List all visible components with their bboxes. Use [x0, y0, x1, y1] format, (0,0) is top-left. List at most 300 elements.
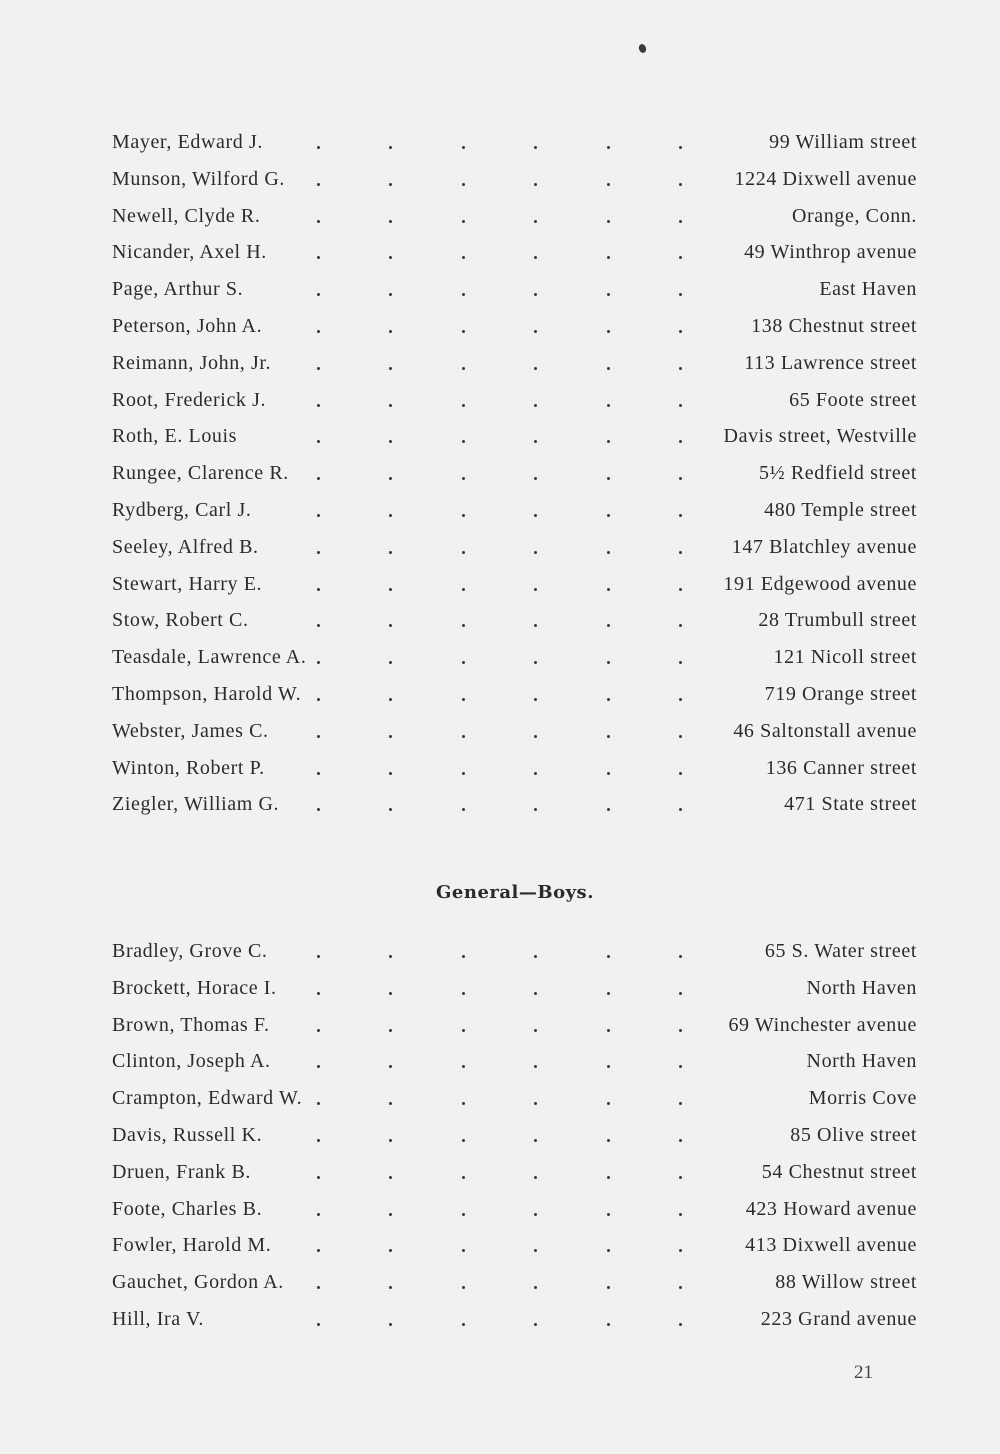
leader-dot: [389, 955, 392, 958]
student-name: Roth, E. Louis: [112, 425, 238, 448]
student-address: 88 Willow street: [775, 1271, 917, 1294]
leader-dot: [389, 293, 392, 296]
student-name: Clinton, Joseph A.: [112, 1050, 271, 1073]
leader-dot: [534, 256, 537, 259]
leader-dot: [462, 404, 465, 407]
directory-entry: [112, 786, 917, 823]
leader-dot: [607, 735, 610, 738]
leader-dot: [317, 1323, 320, 1326]
leader-dot: [389, 514, 392, 517]
student-name: Mayer, Edward J.: [112, 131, 263, 153]
dot-leader: [317, 455, 697, 492]
dot-leader: [317, 308, 697, 345]
student-address: North Haven: [806, 976, 917, 999]
leader-dot: [462, 551, 465, 554]
leader-dot: [317, 146, 320, 149]
leader-dot: [462, 1139, 465, 1142]
student-name: Thompson, Harold W.: [112, 682, 302, 705]
leader-dot: [317, 735, 320, 738]
leader-dot: [317, 1213, 320, 1216]
leader-dot: [389, 1029, 392, 1032]
leader-dot: [389, 1286, 392, 1289]
leader-dot: [534, 992, 537, 995]
leader-dot: [607, 772, 610, 775]
dot-leader: [317, 124, 697, 161]
leader-dot: [389, 1102, 392, 1105]
leader-dot: [534, 735, 537, 738]
student-name: Munson, Wilford G.: [112, 167, 285, 190]
leader-dot: [607, 330, 610, 333]
leader-dot: [679, 1102, 682, 1105]
directory-entry: [112, 124, 917, 161]
leader-dot: [389, 772, 392, 775]
leader-dot: [317, 477, 320, 480]
leader-dot: [534, 1286, 537, 1289]
leader-dot: [462, 477, 465, 480]
leader-dot: [389, 551, 392, 554]
student-address: Morris Cove: [808, 1087, 917, 1110]
leader-dot: [389, 183, 392, 186]
leader-dot: [534, 698, 537, 701]
leader-dot: [679, 772, 682, 775]
leader-dot: [534, 1102, 537, 1105]
leader-dot: [607, 404, 610, 407]
leader-dot: [607, 808, 610, 811]
leader-dot: [317, 1029, 320, 1032]
leader-dot: [317, 698, 320, 701]
student-address: 121 Nicoll street: [773, 646, 917, 669]
dot-leader: [317, 234, 697, 271]
leader-dot: [389, 661, 392, 664]
leader-dot: [317, 367, 320, 370]
directory-entry: [112, 566, 917, 603]
page-number: 21: [854, 1362, 873, 1383]
student-address: 46 Saltonstall avenue: [733, 719, 917, 742]
directory-entry: [112, 198, 917, 235]
student-address: 719 Orange street: [764, 682, 917, 705]
directory-entry: [112, 1227, 917, 1264]
leader-dot: [607, 183, 610, 186]
student-address: 136 Canner street: [765, 756, 917, 779]
leader-dot: [679, 367, 682, 370]
dot-leader: [317, 271, 697, 308]
student-name: Nicander, Axel H.: [112, 241, 267, 264]
dot-leader: [317, 345, 697, 382]
ink-smudge: [638, 43, 648, 54]
dot-leader: [317, 676, 697, 713]
student-name: Brockett, Horace I.: [112, 976, 277, 999]
leader-dot: [607, 1065, 610, 1068]
directory-entry: [112, 271, 917, 308]
leader-dot: [389, 698, 392, 701]
leader-dot: [534, 183, 537, 186]
leader-dot: [534, 404, 537, 407]
directory-entry: [112, 1301, 917, 1338]
directory-entry: [112, 308, 917, 345]
student-address: Davis street, Westville: [723, 425, 917, 448]
student-address: 85 Olive street: [790, 1123, 917, 1146]
student-address: 1224 Dixwell avenue: [734, 167, 917, 190]
leader-dot: [607, 992, 610, 995]
leader-dot: [389, 992, 392, 995]
leader-dot: [462, 588, 465, 591]
dot-leader: [317, 639, 697, 676]
dot-leader: [317, 1007, 697, 1044]
leader-dot: [534, 1065, 537, 1068]
student-address: 99 William street: [769, 131, 917, 153]
leader-dot: [607, 955, 610, 958]
leader-dot: [534, 551, 537, 554]
leader-dot: [317, 220, 320, 223]
leader-dot: [607, 256, 610, 259]
dot-leader: [317, 1117, 697, 1154]
leader-dot: [317, 551, 320, 554]
leader-dot: [462, 514, 465, 517]
leader-dot: [317, 661, 320, 664]
leader-dot: [389, 735, 392, 738]
student-address: 423 Howard avenue: [745, 1197, 917, 1220]
leader-dot: [317, 1102, 320, 1105]
student-name: Davis, Russell K.: [112, 1123, 263, 1146]
leader-dot: [534, 1249, 537, 1252]
student-address: East Haven: [819, 278, 917, 301]
leader-dot: [679, 1213, 682, 1216]
dot-leader: [317, 1191, 697, 1228]
leader-dot: [317, 1139, 320, 1142]
directory-entry: [112, 1117, 917, 1154]
leader-dot: [389, 1249, 392, 1252]
leader-dot: [462, 1249, 465, 1252]
leader-dot: [317, 1176, 320, 1179]
directory-entry: [112, 234, 917, 271]
leader-dot: [389, 1323, 392, 1326]
student-name: Winton, Robert P.: [112, 756, 265, 779]
leader-dot: [679, 1139, 682, 1142]
leader-dot: [389, 367, 392, 370]
leader-dot: [317, 1065, 320, 1068]
leader-dot: [462, 698, 465, 701]
student-address: 191 Edgewood avenue: [723, 572, 917, 595]
leader-dot: [679, 1286, 682, 1289]
leader-dot: [462, 330, 465, 333]
leader-dot: [317, 514, 320, 517]
student-name: Druen, Frank B.: [112, 1160, 251, 1183]
student-name: Hill, Ira V.: [112, 1307, 205, 1330]
leader-dot: [389, 404, 392, 407]
directory-entry: [112, 713, 917, 750]
directory-entry: [112, 161, 917, 198]
leader-dot: [534, 955, 537, 958]
directory-entry: [112, 382, 917, 419]
leader-dot: [607, 1102, 610, 1105]
dot-leader: [317, 1043, 697, 1080]
leader-dot: [607, 698, 610, 701]
dot-leader: [317, 566, 697, 603]
leader-dot: [679, 624, 682, 627]
leader-dot: [607, 514, 610, 517]
student-address: 5½ Redfield street: [759, 462, 917, 485]
leader-dot: [607, 146, 610, 149]
directory-entry: [112, 676, 917, 713]
leader-dot: [462, 735, 465, 738]
directory-list-2: [112, 933, 917, 1338]
leader-dot: [462, 1102, 465, 1105]
leader-dot: [389, 588, 392, 591]
directory-entry: [112, 1154, 917, 1191]
leader-dot: [607, 551, 610, 554]
leader-dot: [679, 698, 682, 701]
leader-dot: [607, 1323, 610, 1326]
leader-dot: [534, 367, 537, 370]
leader-dot: [317, 992, 320, 995]
student-address: 471 State street: [784, 793, 917, 816]
leader-dot: [462, 1029, 465, 1032]
leader-dot: [607, 1176, 610, 1179]
leader-dot: [317, 1286, 320, 1289]
student-address: 147 Blatchley avenue: [731, 535, 917, 558]
leader-dot: [679, 1065, 682, 1068]
student-address: 65 S. Water street: [764, 940, 917, 962]
leader-dot: [462, 955, 465, 958]
leader-dot: [462, 146, 465, 149]
leader-dot: [534, 1029, 537, 1032]
student-address: Orange, Conn.: [792, 204, 917, 227]
leader-dot: [389, 477, 392, 480]
directory-entry: [112, 529, 917, 566]
leader-dot: [317, 588, 320, 591]
directory-entry: [112, 492, 917, 529]
leader-dot: [462, 183, 465, 186]
leader-dot: [317, 1249, 320, 1252]
leader-dot: [679, 146, 682, 149]
leader-dot: [534, 1213, 537, 1216]
dot-leader: [317, 1227, 697, 1264]
leader-dot: [389, 330, 392, 333]
leader-dot: [389, 146, 392, 149]
student-name: Stow, Robert C.: [112, 609, 249, 632]
directory-entry: [112, 418, 917, 455]
student-address: North Haven: [806, 1050, 917, 1073]
dot-leader: [317, 1080, 697, 1117]
student-name: Crampton, Edward W.: [112, 1087, 303, 1110]
student-name: Gauchet, Gordon A.: [112, 1271, 284, 1294]
student-name: Page, Arthur S.: [112, 278, 244, 301]
leader-dot: [534, 772, 537, 775]
dot-leader: [317, 198, 697, 235]
directory-entry: [112, 933, 917, 970]
dot-leader: [317, 1301, 697, 1338]
leader-dot: [389, 220, 392, 223]
directory-list-1: [112, 124, 917, 823]
leader-dot: [534, 1176, 537, 1179]
student-address: 49 Winthrop avenue: [744, 241, 917, 264]
leader-dot: [317, 772, 320, 775]
leader-dot: [389, 440, 392, 443]
leader-dot: [607, 624, 610, 627]
leader-dot: [462, 1213, 465, 1216]
directory-entry: [112, 970, 917, 1007]
leader-dot: [462, 1176, 465, 1179]
leader-dot: [462, 1323, 465, 1326]
leader-dot: [317, 183, 320, 186]
directory-entry: [112, 1080, 917, 1117]
dot-leader: [317, 750, 697, 787]
student-name: Bradley, Grove C.: [112, 940, 268, 962]
leader-dot: [679, 477, 682, 480]
leader-dot: [679, 1323, 682, 1326]
leader-dot: [317, 256, 320, 259]
leader-dot: [317, 808, 320, 811]
leader-dot: [462, 772, 465, 775]
leader-dot: [679, 992, 682, 995]
student-address: 138 Chestnut street: [751, 314, 917, 337]
leader-dot: [462, 992, 465, 995]
leader-dot: [317, 404, 320, 407]
leader-dot: [462, 1065, 465, 1068]
leader-dot: [462, 624, 465, 627]
leader-dot: [534, 440, 537, 443]
leader-dot: [679, 735, 682, 738]
section-heading: General—Boys.: [436, 882, 594, 903]
leader-dot: [679, 220, 682, 223]
leader-dot: [679, 440, 682, 443]
leader-dot: [534, 293, 537, 296]
dot-leader: [317, 492, 697, 529]
leader-dot: [607, 1139, 610, 1142]
leader-dot: [534, 330, 537, 333]
student-address: 480 Temple street: [764, 498, 917, 521]
dot-leader: [317, 786, 697, 823]
directory-entry: [112, 602, 917, 639]
student-address: 65 Foote street: [789, 388, 917, 411]
leader-dot: [679, 514, 682, 517]
leader-dot: [607, 1286, 610, 1289]
dot-leader: [317, 602, 697, 639]
student-name: Webster, James C.: [112, 719, 269, 742]
leader-dot: [534, 624, 537, 627]
leader-dot: [389, 624, 392, 627]
student-name: Root, Frederick J.: [112, 388, 267, 411]
dot-leader: [317, 970, 697, 1007]
leader-dot: [317, 440, 320, 443]
leader-dot: [679, 661, 682, 664]
leader-dot: [462, 808, 465, 811]
directory-entry: [112, 639, 917, 676]
student-name: Newell, Clyde R.: [112, 204, 261, 227]
leader-dot: [607, 1249, 610, 1252]
leader-dot: [389, 1139, 392, 1142]
dot-leader: [317, 1154, 697, 1191]
student-name: Rydberg, Carl J.: [112, 498, 252, 521]
leader-dot: [679, 256, 682, 259]
directory-entry: [112, 455, 917, 492]
leader-dot: [389, 1176, 392, 1179]
directory-entry: [112, 1264, 917, 1301]
leader-dot: [389, 808, 392, 811]
student-name: Peterson, John A.: [112, 314, 263, 337]
leader-dot: [679, 955, 682, 958]
directory-entry: [112, 345, 917, 382]
leader-dot: [317, 955, 320, 958]
dot-leader: [317, 418, 697, 455]
leader-dot: [462, 661, 465, 664]
leader-dot: [389, 1065, 392, 1068]
student-name: Rungee, Clarence R.: [112, 462, 289, 485]
directory-entry: [112, 750, 917, 787]
leader-dot: [462, 367, 465, 370]
leader-dot: [389, 1213, 392, 1216]
student-address: 69 Winchester avenue: [728, 1013, 917, 1036]
dot-leader: [317, 382, 697, 419]
leader-dot: [679, 551, 682, 554]
student-address: 223 Grand avenue: [760, 1307, 917, 1330]
student-address: 113 Lawrence street: [744, 351, 917, 374]
leader-dot: [607, 661, 610, 664]
student-name: Fowler, Harold M.: [112, 1234, 272, 1257]
leader-dot: [607, 1029, 610, 1032]
leader-dot: [679, 808, 682, 811]
dot-leader: [317, 1264, 697, 1301]
leader-dot: [679, 293, 682, 296]
leader-dot: [679, 404, 682, 407]
student-address: 54 Chestnut street: [761, 1160, 917, 1183]
leader-dot: [607, 367, 610, 370]
leader-dot: [607, 440, 610, 443]
leader-dot: [462, 256, 465, 259]
leader-dot: [679, 1176, 682, 1179]
leader-dot: [679, 1249, 682, 1252]
dot-leader: [317, 933, 697, 970]
leader-dot: [534, 146, 537, 149]
leader-dot: [607, 1213, 610, 1216]
leader-dot: [462, 220, 465, 223]
dot-leader: [317, 713, 697, 750]
leader-dot: [462, 440, 465, 443]
directory-entry: [112, 1043, 917, 1080]
student-address: 413 Dixwell avenue: [745, 1234, 917, 1257]
student-name: Stewart, Harry E.: [112, 572, 263, 595]
leader-dot: [679, 330, 682, 333]
leader-dot: [534, 661, 537, 664]
leader-dot: [534, 1323, 537, 1326]
dot-leader: [317, 161, 697, 198]
dot-leader: [317, 529, 697, 566]
leader-dot: [534, 808, 537, 811]
student-name: Ziegler, William G.: [112, 793, 280, 816]
leader-dot: [607, 588, 610, 591]
student-name: Reimann, John, Jr.: [112, 351, 272, 374]
leader-dot: [462, 293, 465, 296]
student-name: Seeley, Alfred B.: [112, 535, 259, 558]
directory-entry: [112, 1007, 917, 1044]
leader-dot: [534, 477, 537, 480]
leader-dot: [317, 293, 320, 296]
leader-dot: [317, 330, 320, 333]
leader-dot: [679, 1029, 682, 1032]
student-name: Foote, Charles B.: [112, 1197, 263, 1220]
leader-dot: [317, 624, 320, 627]
leader-dot: [534, 1139, 537, 1142]
leader-dot: [534, 220, 537, 223]
leader-dot: [607, 477, 610, 480]
student-address: 28 Trumbull street: [758, 609, 917, 632]
student-name: Brown, Thomas F.: [112, 1013, 270, 1036]
leader-dot: [679, 183, 682, 186]
leader-dot: [462, 1286, 465, 1289]
leader-dot: [389, 256, 392, 259]
leader-dot: [607, 293, 610, 296]
leader-dot: [607, 220, 610, 223]
